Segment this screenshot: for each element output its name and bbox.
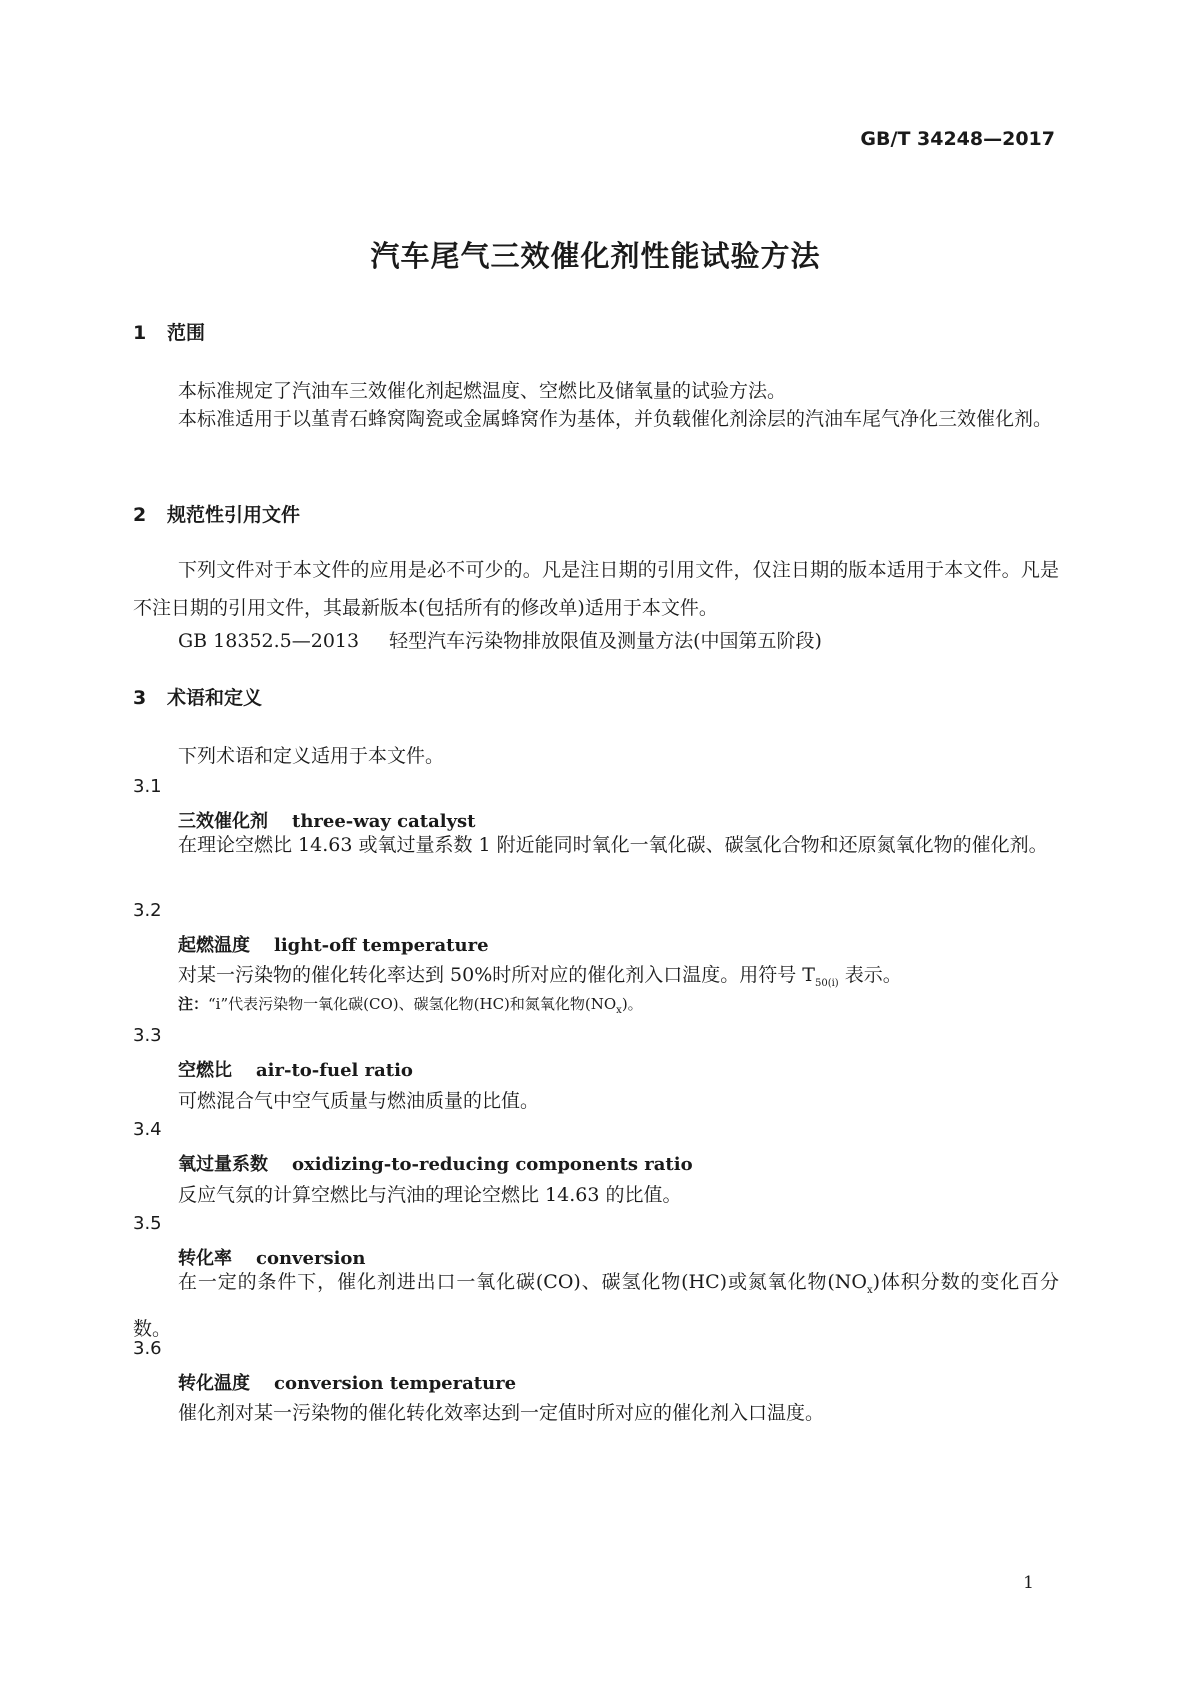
reference-code: GB 18352.5—2013 <box>178 630 360 652</box>
term-definition: 可燃混合气中空气质量与燃油质量的比值。 <box>178 1090 540 1112</box>
term-en: oxidizing-to-reducing components ratio <box>292 1154 693 1175</box>
document-title: 汽车尾气三效催化剂性能试验方法 <box>370 239 821 273</box>
term-heading <box>178 1056 413 1082</box>
term-zh: 转化率 <box>178 1248 232 1269</box>
term-zh: 空燃比 <box>178 1060 232 1081</box>
clause-number: 3.4 <box>133 1119 162 1140</box>
section-number: 1 <box>133 322 147 344</box>
definition-text: )体积分数的变化百分数。 <box>133 1271 1059 1340</box>
section-1-heading <box>133 318 205 345</box>
section-2-heading <box>133 500 300 527</box>
clause-number: 3.2 <box>133 900 162 921</box>
term-definition <box>178 960 902 989</box>
term-zh: 氧过量系数 <box>178 1154 268 1175</box>
term-en: conversion <box>256 1248 366 1269</box>
term-definition: 在理论空燃比 14.63 或氧过量系数 1 附近能同时氧化一氧化碳、碳氢化合物和还原氮氧化物的催化剂。 <box>178 834 1048 856</box>
section-number: 2 <box>133 504 147 526</box>
section-title: 术语和定义 <box>167 687 263 709</box>
term-definition: 催化剂对某一污染物的催化转化效率达到一定值时所对应的催化剂入口温度。 <box>178 1402 825 1424</box>
normative-reference <box>178 626 822 653</box>
term-zh: 起燃温度 <box>178 935 250 956</box>
section-number: 3 <box>133 687 147 709</box>
term-definition: 反应气氛的计算空燃比与汽油的理论空燃比 14.63 的比值。 <box>178 1184 682 1206</box>
note-text: “i”代表污染物一氧化碳(CO)、碳氢化物(HC)和氮氧化物(NO <box>208 995 617 1013</box>
term-heading <box>178 1150 693 1176</box>
term-definition <box>133 1263 1059 1348</box>
page-number: 1 <box>1023 1573 1034 1593</box>
note-label: 注： <box>178 995 209 1013</box>
section-title: 范围 <box>167 322 206 344</box>
term-zh: 三效催化剂 <box>178 811 268 832</box>
term-en: conversion temperature <box>274 1373 517 1394</box>
reference-title: 轻型汽车污染物排放限值及测量方法(中国第五阶段) <box>389 630 822 652</box>
symbol-subscript: x <box>866 1284 873 1296</box>
term-heading <box>178 931 489 957</box>
section-2-paragraph-1: 下列文件对于本文件的应用是必不可少的。凡是注日期的引用文件，仅注日期的版本适用于本文件。凡是不注日期的引用文件，其最新版本(包括所有的修改单)适用于本文件。 <box>133 559 1059 619</box>
term-en: air-to-fuel ratio <box>256 1060 413 1081</box>
note-text: )。 <box>621 995 643 1013</box>
section-3-heading <box>133 683 262 710</box>
term-heading <box>178 1369 516 1395</box>
symbol-subscript: 50(i) <box>814 977 839 989</box>
term-note <box>178 993 643 1016</box>
standard-number: GB/T 34248—2017 <box>860 128 1055 150</box>
definition-text: 表示。 <box>838 964 902 986</box>
clause-number: 3.1 <box>133 776 162 797</box>
section-title: 规范性引用文件 <box>167 504 301 526</box>
section-1-paragraph-1: 本标准规定了汽油车三效催化剂起燃温度、空燃比及储氧量的试验方法。 <box>178 380 787 402</box>
term-en: light-off temperature <box>274 935 489 956</box>
note-subscript: x <box>616 1005 622 1016</box>
section-3-intro: 下列术语和定义适用于本文件。 <box>178 745 445 767</box>
definition-text: 在一定的条件下，催化剂进出口一氧化碳(CO)、碳氢化物(HC)或氮氧化物(NO <box>178 1271 867 1293</box>
term-zh: 转化温度 <box>178 1373 250 1394</box>
clause-number: 3.6 <box>133 1338 162 1359</box>
term-en: three-way catalyst <box>292 811 476 832</box>
clause-number: 3.3 <box>133 1025 162 1046</box>
clause-number: 3.5 <box>133 1213 162 1234</box>
section-1-paragraph-2: 本标准适用于以堇青石蜂窝陶瓷或金属蜂窝作为基体，并负载催化剂涂层的汽油车尾气净化三效催化剂。 <box>178 408 1053 430</box>
definition-text: 对某一污染物的催化转化率达到 50%时所对应的催化剂入口温度。用符号 T <box>178 964 815 986</box>
